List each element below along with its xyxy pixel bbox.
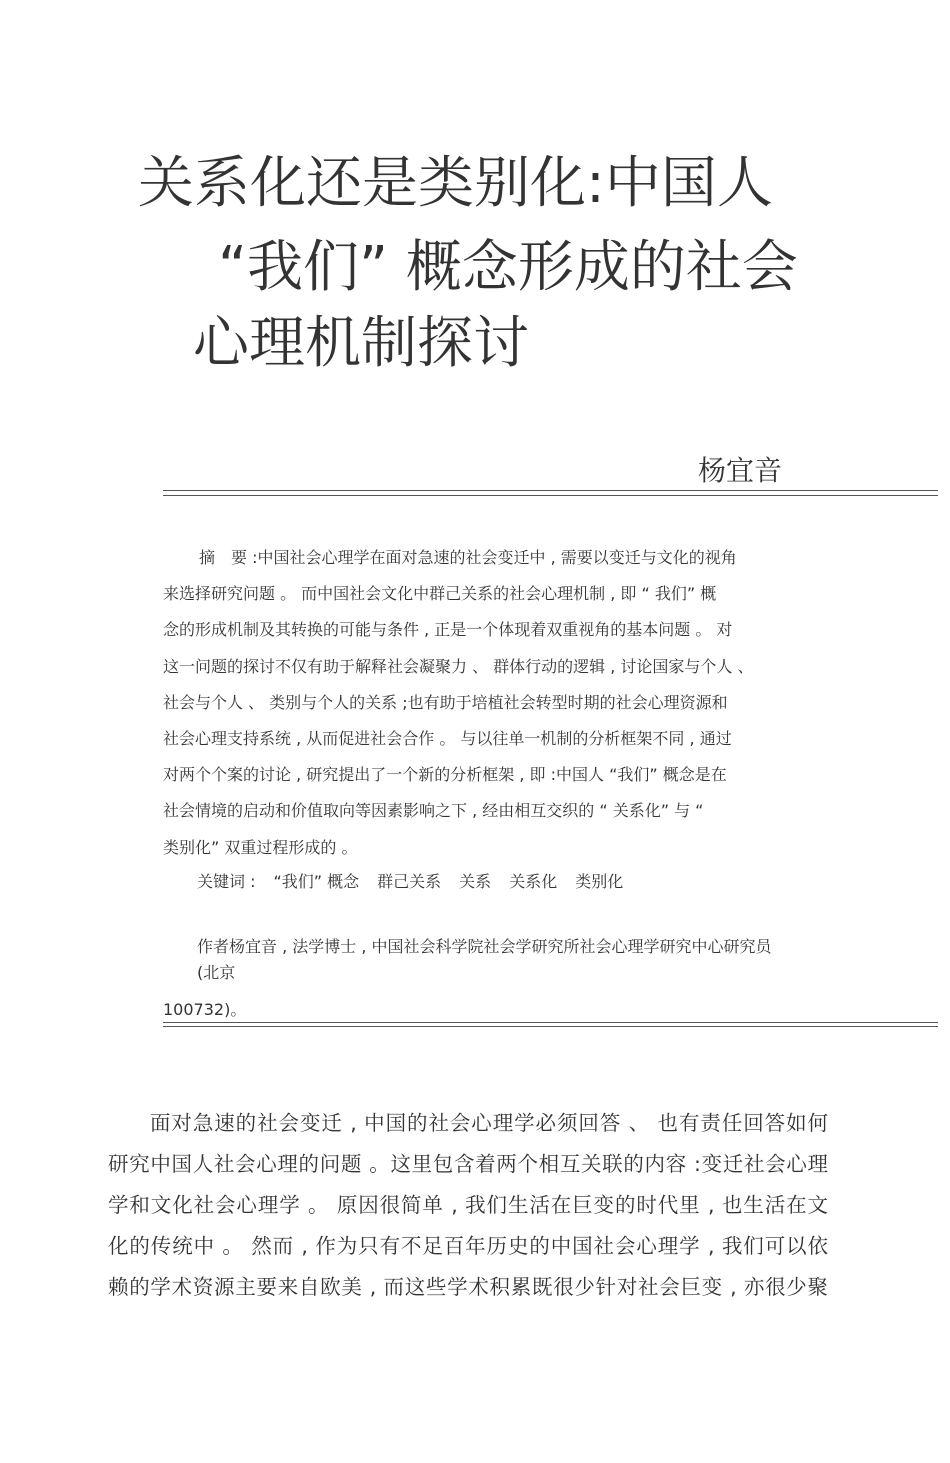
abstract-line: 对两个个案的讨论 , 研究提出了一个新的分析框架 , 即 :中国人 “我们” 概念是在 (163, 765, 727, 785)
abstract-line: 社会与个人 、 类别与个人的关系 ;也有助于培植社会转型时期的社会心理资源和 (163, 692, 728, 712)
body-line: 学和文化社会心理学 。 原因很简单 , 我们生活在巨变的时代里 , 也生活在文 (108, 1193, 828, 1217)
abstract-line: 摘 要 :中国社会心理学在面对急速的社会变迁中 , 需要以变迁与文化的视角 (199, 548, 737, 567)
abstract-rule-bottom (163, 1026, 938, 1027)
abstract (163, 540, 783, 866)
keywords-label: 关键词 : (197, 872, 256, 891)
author-info-postcode: 100732)。 (163, 1000, 247, 1019)
title-line-1: 关系化还是类别化:中国人 (138, 151, 773, 216)
body-text (108, 1103, 828, 1308)
abstract-rule-top (163, 1022, 938, 1023)
title-line-2: “我们” 概念形成的社会 (218, 235, 798, 300)
body-line: 面对急速的社会变迁 , 中国的社会心理学必须回答 、 也有责任回答如何 (150, 1111, 828, 1135)
body-line: 研究中国人社会心理的问题 。这里包含着两个相互关联的内容 :变迁社会心理 (108, 1152, 828, 1176)
header-rule-bottom (163, 495, 938, 496)
abstract-line: 这一问题的探讨不仅有助于解释社会凝聚力 、 群体行动的逻辑 , 讨论国家与个人 、 (163, 656, 754, 676)
keyword: 关系 (459, 872, 492, 891)
abstract-line: 社会心理支持系统 , 从而促进社会合作 。 与以往单一机制的分析框架不同 , 通过 (163, 728, 732, 748)
keyword: “我们” 概念 (273, 872, 360, 891)
abstract-line: 类别化” 双重过程形成的 。 (163, 837, 358, 857)
keyword: 群己关系 (377, 872, 442, 891)
abstract-line: 念的形成机制及其转换的可能与条件 , 正是一个体现着双重视角的基本问题 。 对 (163, 620, 733, 640)
author-info: 作者杨宜音 , 法学博士 , 中国社会科学院社会学研究所社会心理学研究中心研究员 (北京 (197, 937, 772, 982)
keywords (197, 866, 623, 898)
abstract-line: 来选择研究问题 。 而中国社会文化中群己关系的社会心理机制 , 即 “ 我们” 概 (163, 584, 717, 604)
keyword: 关系化 (509, 872, 558, 891)
keyword: 类别化 (575, 872, 624, 891)
abstract-line: 社会情境的启动和价值取向等因素影响之下 , 经由相互交织的 “ 关系化” 与 “ (163, 801, 704, 821)
author-name: 杨宜音 (698, 454, 783, 487)
header-rule-top (163, 490, 938, 491)
body-line: 赖的学术资源主要来自欧美 , 而这些学术积累既很少针对社会巨变 , 亦很少聚 (108, 1275, 828, 1299)
body-line: 化的传统中 。 然而 , 作为只有不足百年历史的中国社会心理学 , 我们可以依 (108, 1234, 828, 1258)
title-line-3: 心理机制探讨 (193, 311, 529, 376)
